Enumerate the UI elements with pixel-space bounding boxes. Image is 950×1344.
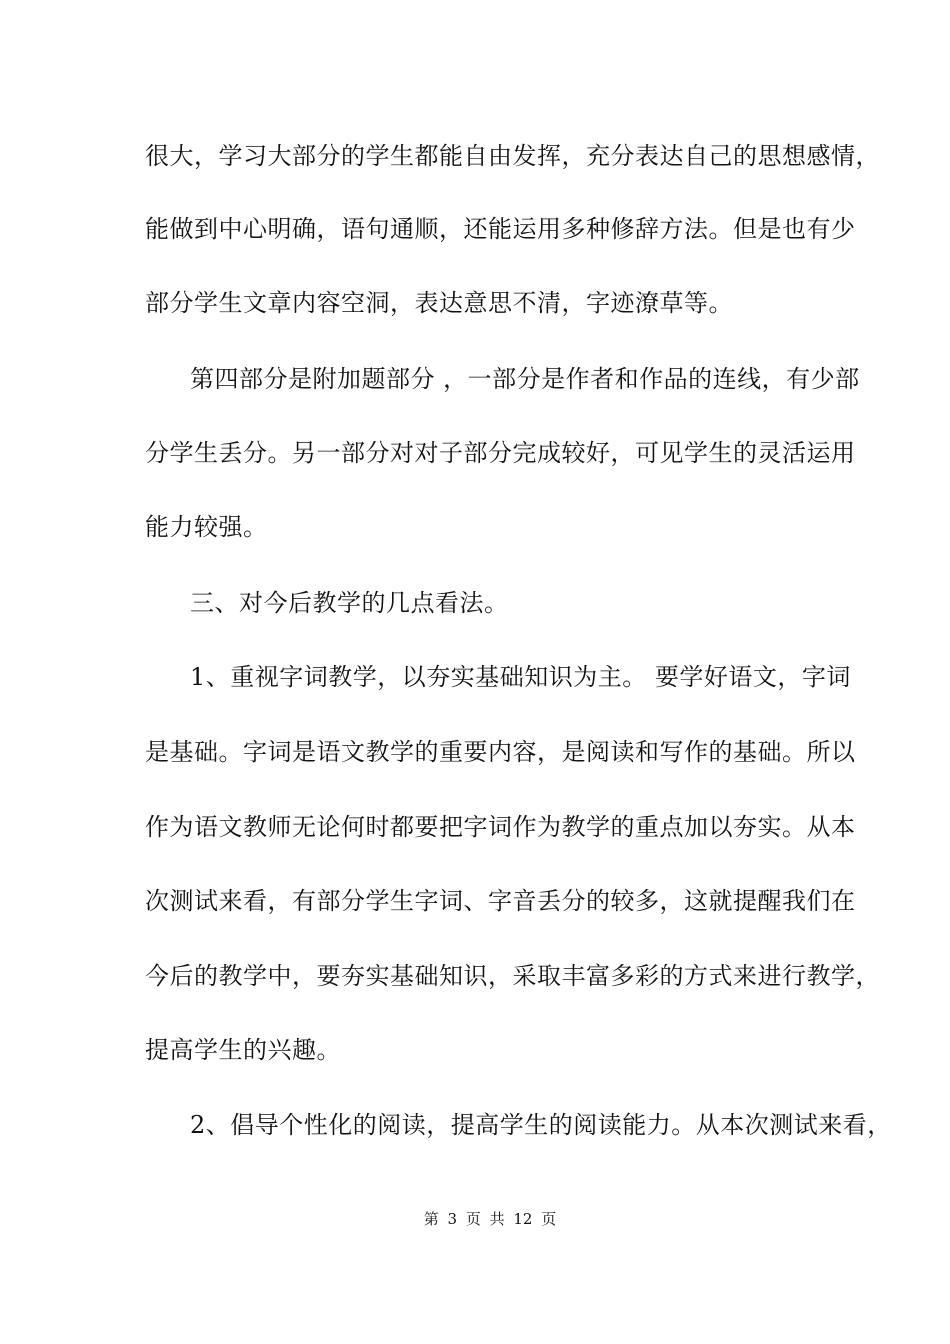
text-line: 是基础。字词是语文教学的重要内容，是阅读和写作的基础。所以 bbox=[145, 738, 856, 766]
text-line: 提高学生的兴趣。 bbox=[145, 1036, 341, 1064]
text-line: 很大，学习大部分的学生都能自由发挥，充分表达自己的思想感情， bbox=[145, 142, 880, 170]
paragraph-first-line: 第四部分是附加题部分 ，一部分是作者和作品的连线，有少部 bbox=[190, 365, 860, 393]
text-line: 分学生丢分。另一部分对对子部分完成较好，可见学生的灵活运用 bbox=[145, 439, 856, 467]
page-number-footer: 第 3 页 共 12 页 bbox=[423, 1210, 557, 1228]
text-line: 能力较强。 bbox=[145, 513, 268, 541]
paragraph-first-line: 2、倡导个性化的阅读，提高学生的阅读能力。从本次测试来看， bbox=[190, 1111, 892, 1139]
text-line: 部分学生文章内容空洞，表达意思不清，字迹潦草等。 bbox=[145, 289, 733, 317]
paragraph-first-line: 1、重视字词教学，以夯实基础知识为主。 要学好语文，字词 bbox=[190, 663, 851, 691]
text-line: 能做到中心明确，语句通顺，还能运用多种修辞方法。但是也有少 bbox=[145, 215, 856, 243]
text-line: 今后的教学中，要夯实基础知识，采取丰富多彩的方式来进行教学， bbox=[145, 962, 880, 990]
text-line: 作为语文教师无论何时都要把字词作为教学的重点加以夯实。从本 bbox=[145, 813, 856, 841]
section-heading: 三、对今后教学的几点看法。 bbox=[190, 589, 509, 617]
text-line: 次测试来看，有部分学生字词、字音丢分的较多，这就提醒我们在 bbox=[145, 887, 856, 915]
